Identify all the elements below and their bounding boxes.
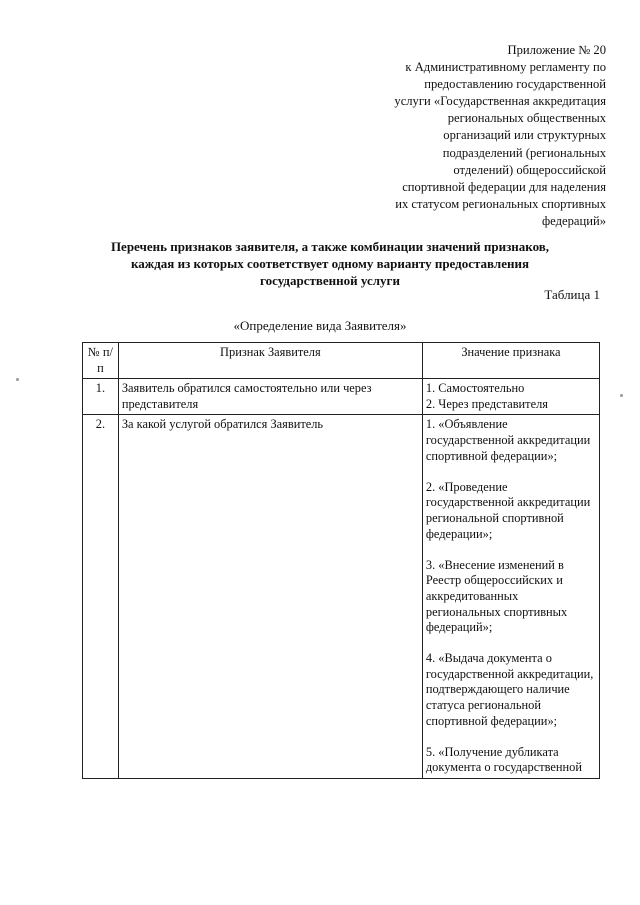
appendix-line: к Административному регламенту по	[405, 60, 606, 75]
document-heading	[60, 238, 600, 289]
heading-line: Перечень признаков заявителя, а также комбинации значений признаков,	[110, 239, 550, 254]
row-feature: Заявитель обратился самостоятельно или через представителя	[118, 379, 422, 415]
appendix-line: подразделений (региональных	[442, 145, 606, 160]
value-option: 3. «Внесение изменений в Реестр общероссийских и аккредитованных региональных спортивных федераций»;	[425, 557, 568, 635]
heading-line: государственной услуги	[260, 273, 400, 288]
table-title: «Определение вида Заявителя»	[233, 318, 407, 333]
row-values	[422, 415, 599, 779]
value-option: 5. «Получение дубликата документа о государственной	[425, 744, 582, 775]
header-feature: Признак Заявителя	[118, 343, 422, 379]
row-feature: За какой услугой обратился Заявитель	[118, 415, 422, 779]
scan-speck	[620, 394, 623, 397]
table-header-row	[83, 343, 600, 379]
value-option: 2. «Проведение государственной аккредитации региональной спортивной федерации»;	[425, 479, 591, 541]
value-option: 1. «Объявление государственной аккредитации спортивной федерации»;	[425, 417, 591, 463]
table-label: Таблица 1	[544, 287, 600, 302]
value-option: 2. Через представителя	[425, 396, 548, 411]
appendix-line: предоставлению государственной	[424, 77, 606, 92]
appendix-line: услуги «Государственная аккредитация	[394, 94, 606, 109]
appendix-line: спортивной федерации для наделения	[402, 179, 606, 194]
scan-speck	[16, 378, 19, 381]
appendix-note	[336, 42, 606, 230]
table-row	[83, 379, 600, 415]
appendix-line: региональных общественных	[447, 111, 606, 126]
appendix-line: отделений) общероссийской	[453, 162, 606, 177]
table-row	[83, 415, 600, 779]
value-option: 1. Самостоятельно	[425, 381, 525, 396]
appendix-line: их статусом региональных спортивных	[395, 196, 606, 211]
value-option: 4. «Выдача документа о государственной аккредитации, подтверждающего наличие статуса региональной спортивной федерации»;	[425, 651, 594, 728]
appendix-line: федераций»	[542, 213, 606, 228]
appendix-line: Приложение № 20	[507, 43, 606, 57]
appendix-line: организаций или структурных	[443, 128, 606, 143]
row-values	[422, 379, 599, 415]
applicant-table	[82, 342, 600, 779]
row-num: 1.	[83, 379, 119, 415]
row-num: 2.	[83, 415, 119, 779]
header-value: Значение признака	[422, 343, 599, 379]
heading-line: каждая из которых соответствует одному варианту предоставления	[131, 256, 529, 271]
header-num: № п/п	[83, 343, 119, 379]
